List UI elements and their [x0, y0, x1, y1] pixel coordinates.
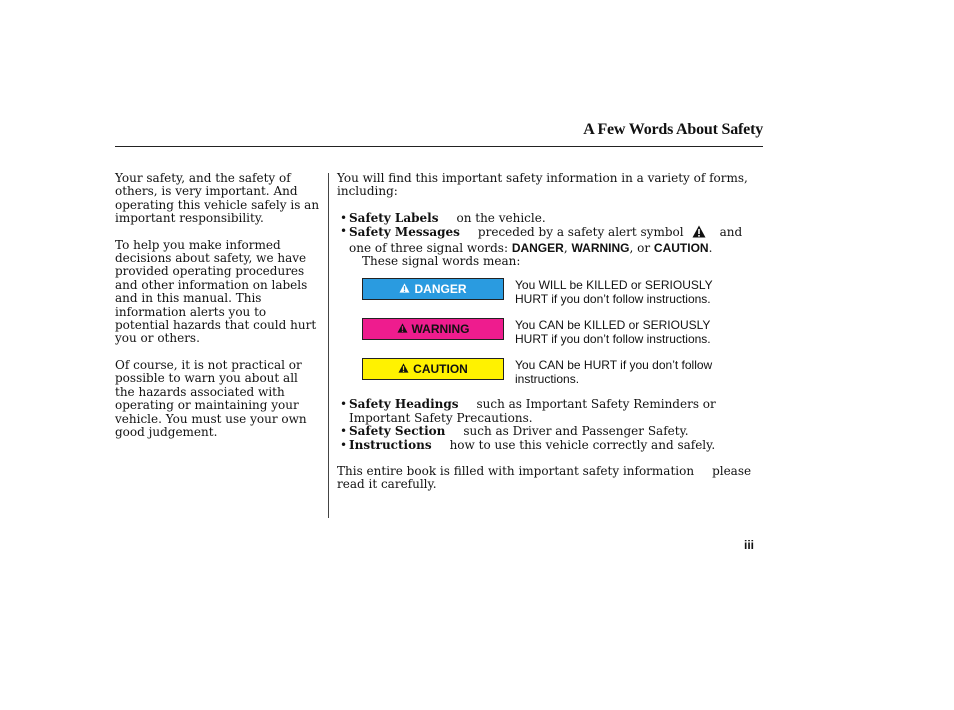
signal-word-caution: CAUTION — [653, 240, 709, 255]
right-column — [337, 172, 757, 505]
separator: , — [563, 240, 568, 255]
intro-paragraph: You will find this important safety information in a variety of forms, including: — [337, 171, 748, 199]
column-divider — [328, 173, 329, 518]
danger-meaning: You WILL be KILLED or SERIOUSLY HURT if you don’t follow instructions. — [515, 278, 713, 307]
separator: , or — [629, 240, 651, 255]
term-description: how to use this vehicle correctly and safely. — [449, 437, 716, 452]
separator: . — [708, 240, 713, 255]
warning-triangle-icon — [399, 283, 410, 296]
term-description: preceded by a safety alert symbol — [477, 225, 684, 240]
paragraph: To help you make informed decisions about safety, we have provided operating procedures and other information on labels and in this manual. This information alerts you to potential hazards that could hurt you or others. — [115, 237, 317, 346]
page-number: iii — [744, 538, 755, 552]
left-column — [115, 172, 320, 452]
warning-triangle-icon — [692, 225, 706, 241]
warning-label: WARNING — [411, 321, 470, 336]
caution-label-box — [362, 358, 504, 380]
closing-text-cont: please read it carefully. — [337, 464, 752, 492]
term-label: Safety Section — [349, 424, 446, 439]
term-label: Safety Labels — [349, 210, 439, 225]
warning-label-box — [362, 318, 504, 340]
forms-list-bottom — [337, 398, 757, 452]
signal-word-warning: WARNING — [571, 240, 630, 255]
paragraph: Your safety, and the safety of others, is very important. And operating this vehicle safely is an important responsibility. — [115, 171, 320, 226]
list-item — [337, 212, 757, 225]
forms-list — [337, 212, 757, 269]
page-title: A Few Words About Safety — [583, 121, 763, 138]
list-item — [337, 425, 757, 438]
list-item — [337, 439, 757, 452]
closing-text: This entire book is filled with important safety information — [337, 464, 695, 479]
term-description: such as Driver and Passenger Safety. — [463, 424, 689, 439]
term-description-cont: and one of three signal words: — [349, 225, 743, 255]
signal-word-danger: DANGER — [511, 240, 564, 255]
caution-label: CAUTION — [413, 361, 468, 376]
list-item — [337, 398, 757, 425]
signal-words-block — [337, 272, 757, 390]
paragraph: Of course, it is not practical or possible to warn you about all the hazards associated with operating or maintaining your vehicle. You must use your own good judgement. — [115, 357, 307, 439]
term-label: Safety Headings — [349, 397, 459, 412]
list-item-safety-messages — [337, 225, 757, 268]
warning-triangle-icon — [398, 363, 409, 376]
caution-meaning: You CAN be HURT if you don’t follow instructions. — [515, 358, 713, 387]
term-description: on the vehicle. — [456, 210, 546, 225]
warning-meaning: You CAN be KILLED or SERIOUSLY HURT if you don’t follow instructions. — [515, 318, 711, 347]
term-label: Safety Messages — [349, 225, 460, 240]
danger-label: DANGER — [414, 281, 467, 296]
warning-triangle-icon — [397, 323, 408, 336]
term-description: such as Important Safety Reminders or Important Safety Precautions. — [349, 397, 716, 425]
term-label: Instructions — [349, 437, 432, 452]
closing-paragraph — [337, 465, 757, 492]
danger-label-box — [362, 278, 504, 300]
title-rule — [115, 146, 763, 147]
signal-intro: These signal words mean: — [362, 254, 521, 269]
